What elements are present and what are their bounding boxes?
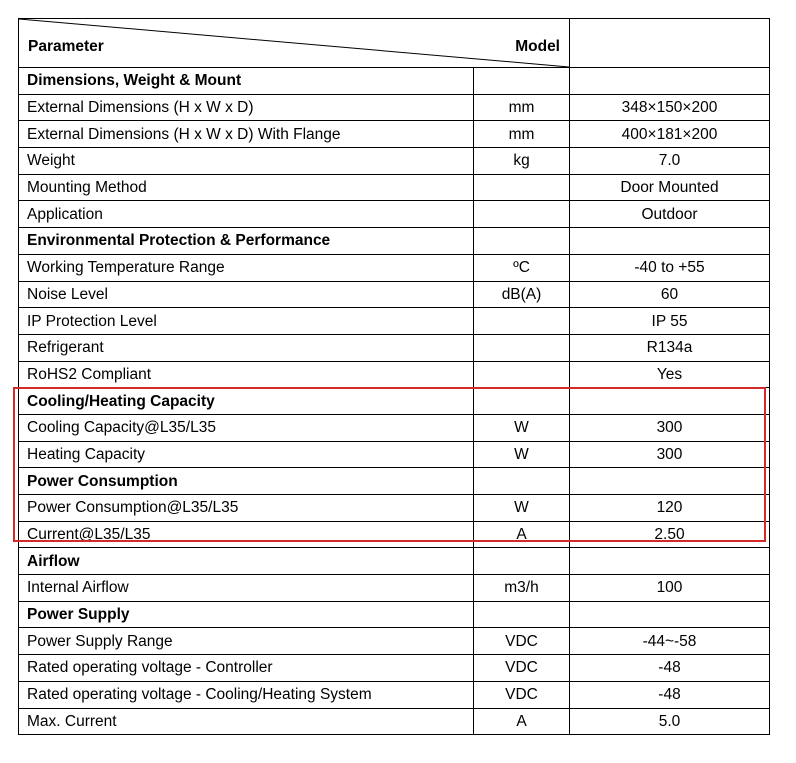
table-row xyxy=(19,94,770,121)
table-row xyxy=(19,414,770,441)
table-row xyxy=(19,495,770,522)
unit-cell xyxy=(474,361,570,388)
value-cell: -48 xyxy=(570,681,770,708)
unit-cell xyxy=(474,468,570,495)
value-cell: 100 xyxy=(570,575,770,602)
spec-table xyxy=(18,18,770,735)
parameter-name: Noise Level xyxy=(19,281,474,308)
table-row xyxy=(19,521,770,548)
value-cell: 5.0 xyxy=(570,708,770,735)
table-row xyxy=(19,254,770,281)
section-header-row xyxy=(19,468,770,495)
unit-cell: m3/h xyxy=(474,575,570,602)
value-cell: 2.50 xyxy=(570,521,770,548)
unit-cell: mm xyxy=(474,94,570,121)
parameter-header-label: Parameter xyxy=(28,38,104,55)
parameter-name: Current@L35/L35 xyxy=(19,521,474,548)
unit-cell: kg xyxy=(474,148,570,175)
value-cell: -44~-58 xyxy=(570,628,770,655)
value-cell xyxy=(570,548,770,575)
section-header-row xyxy=(19,228,770,255)
unit-cell: W xyxy=(474,414,570,441)
parameter-name: Rated operating voltage - Controller xyxy=(19,655,474,682)
unit-cell: VDC xyxy=(474,628,570,655)
section-header-row xyxy=(19,601,770,628)
unit-cell xyxy=(474,228,570,255)
parameter-name: Refrigerant xyxy=(19,334,474,361)
value-cell: IP 55 xyxy=(570,308,770,335)
table-row xyxy=(19,575,770,602)
parameter-name: Rated operating voltage - Cooling/Heating System xyxy=(19,681,474,708)
table-row xyxy=(19,441,770,468)
model-header-label: Model xyxy=(515,38,560,55)
value-cell: -48 xyxy=(570,655,770,682)
parameter-name: Weight xyxy=(19,148,474,175)
unit-cell: A xyxy=(474,521,570,548)
section-title: Power Consumption xyxy=(19,468,474,495)
section-header-row xyxy=(19,548,770,575)
unit-cell: A xyxy=(474,708,570,735)
value-cell xyxy=(570,601,770,628)
parameter-model-header xyxy=(19,19,570,68)
parameter-name: Max. Current xyxy=(19,708,474,735)
value-cell: 60 xyxy=(570,281,770,308)
value-cell: Yes xyxy=(570,361,770,388)
table-row xyxy=(19,361,770,388)
value-cell: 7.0 xyxy=(570,148,770,175)
value-cell xyxy=(570,68,770,95)
value-cell xyxy=(570,388,770,415)
value-cell: Door Mounted xyxy=(570,174,770,201)
parameter-name: Cooling Capacity@L35/L35 xyxy=(19,414,474,441)
table-row xyxy=(19,148,770,175)
unit-cell xyxy=(474,601,570,628)
table-row xyxy=(19,681,770,708)
unit-cell xyxy=(474,174,570,201)
unit-cell: VDC xyxy=(474,681,570,708)
unit-cell: W xyxy=(474,441,570,468)
parameter-name: Power Supply Range xyxy=(19,628,474,655)
section-header-row xyxy=(19,68,770,95)
value-cell xyxy=(570,468,770,495)
unit-cell: ºC xyxy=(474,254,570,281)
unit-cell xyxy=(474,334,570,361)
parameter-name: IP Protection Level xyxy=(19,308,474,335)
section-title: Airflow xyxy=(19,548,474,575)
value-cell: 300 xyxy=(570,414,770,441)
parameter-name: Working Temperature Range xyxy=(19,254,474,281)
parameter-name: External Dimensions (H x W x D) With Flange xyxy=(19,121,474,148)
unit-cell: dB(A) xyxy=(474,281,570,308)
value-cell: Outdoor xyxy=(570,201,770,228)
parameter-name: Heating Capacity xyxy=(19,441,474,468)
unit-cell xyxy=(474,68,570,95)
parameter-name: External Dimensions (H x W x D) xyxy=(19,94,474,121)
table-row xyxy=(19,308,770,335)
spec-table-body xyxy=(19,68,770,735)
value-cell: R134a xyxy=(570,334,770,361)
section-title: Power Supply xyxy=(19,601,474,628)
section-title: Environmental Protection & Performance xyxy=(19,228,474,255)
parameter-name: Application xyxy=(19,201,474,228)
parameter-name: RoHS2 Compliant xyxy=(19,361,474,388)
value-cell xyxy=(570,228,770,255)
table-row xyxy=(19,628,770,655)
table-row xyxy=(19,655,770,682)
section-header-row xyxy=(19,388,770,415)
value-cell: 300 xyxy=(570,441,770,468)
table-row xyxy=(19,334,770,361)
unit-cell xyxy=(474,201,570,228)
section-title: Dimensions, Weight & Mount xyxy=(19,68,474,95)
parameter-name: Internal Airflow xyxy=(19,575,474,602)
unit-cell: VDC xyxy=(474,655,570,682)
unit-cell: mm xyxy=(474,121,570,148)
value-cell: 348×150×200 xyxy=(570,94,770,121)
parameter-name: Power Consumption@L35/L35 xyxy=(19,495,474,522)
table-row xyxy=(19,174,770,201)
table-row xyxy=(19,708,770,735)
table-row xyxy=(19,281,770,308)
value-cell: -40 to +55 xyxy=(570,254,770,281)
table-row xyxy=(19,201,770,228)
section-title: Cooling/Heating Capacity xyxy=(19,388,474,415)
parameter-name: Mounting Method xyxy=(19,174,474,201)
unit-cell xyxy=(474,548,570,575)
unit-cell: W xyxy=(474,495,570,522)
table-row xyxy=(19,121,770,148)
value-cell: 120 xyxy=(570,495,770,522)
unit-cell xyxy=(474,388,570,415)
value-cell: 400×181×200 xyxy=(570,121,770,148)
table-header-row xyxy=(19,19,770,68)
model-value-header xyxy=(570,19,770,68)
unit-cell xyxy=(474,308,570,335)
